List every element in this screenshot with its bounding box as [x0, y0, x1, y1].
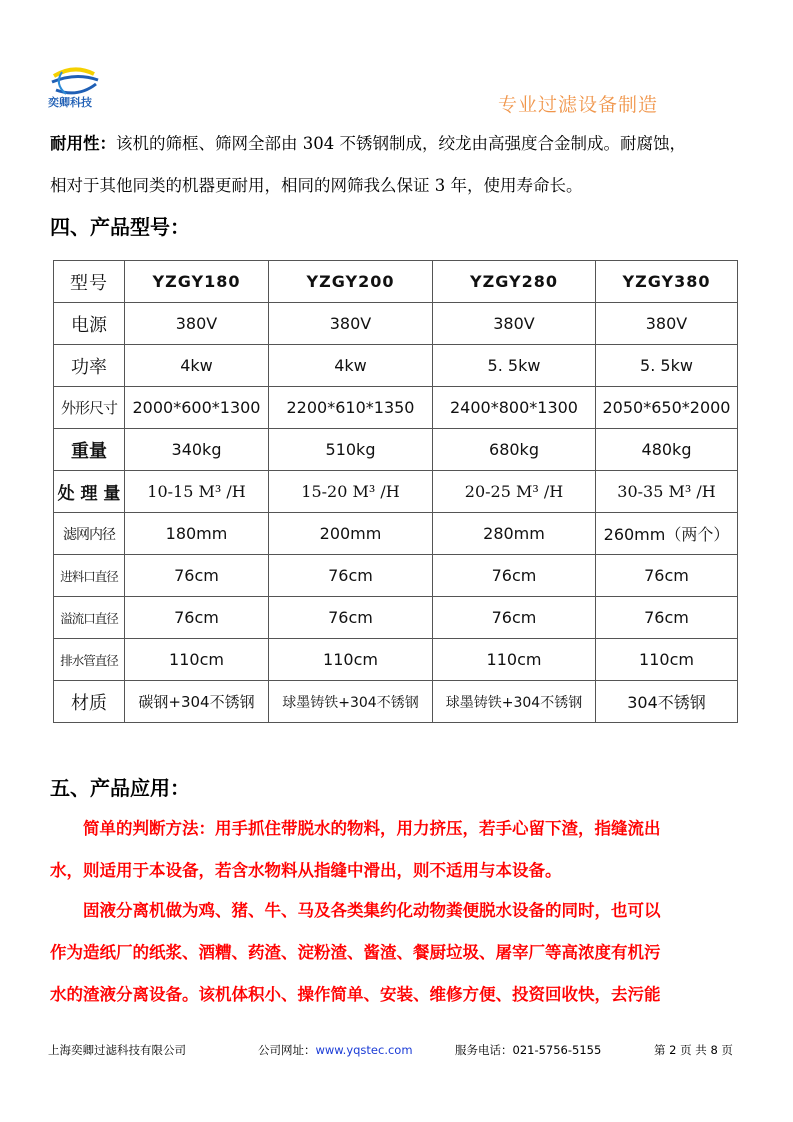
table-cell: 110cm: [433, 639, 596, 681]
table-cell: 180mm: [125, 513, 269, 555]
website-link[interactable]: www.yqstec.com: [315, 1043, 413, 1057]
table-cell: 球墨铸铁+304不锈钢: [433, 681, 596, 723]
page-number: 第 2 页 共 8 页: [654, 1043, 733, 1057]
table-row: [54, 471, 738, 513]
header-tagline: 专业过滤设备制造: [498, 94, 659, 116]
table-cell: 76cm: [433, 555, 596, 597]
table-cell: 碳钢+304不锈钢: [125, 681, 269, 723]
table-cell: 76cm: [269, 555, 433, 597]
table-cell: 340kg: [125, 429, 269, 471]
footer-phone: [455, 1042, 601, 1058]
table-row: [54, 513, 738, 555]
table-header-row: [54, 261, 738, 303]
table-cell: 680kg: [433, 429, 596, 471]
table-cell: 76cm: [125, 555, 269, 597]
judgment-method-paragraph: [50, 808, 750, 892]
paragraph-line: 简单的判断方法：用手抓住带脱水的物料，用力挤压，若手心留下渣，指缝流出: [83, 819, 661, 838]
row-label: 进料口直径: [54, 555, 125, 597]
footer-company: 上海奕卿过滤科技有限公司: [48, 1043, 186, 1057]
header-cell: YZGY180: [125, 261, 269, 303]
table-cell: 280mm: [433, 513, 596, 555]
table-cell: 304不锈钢: [596, 681, 738, 723]
table-cell: 2000*600*1300: [125, 387, 269, 429]
table-row: [54, 681, 738, 723]
row-label: 材质: [54, 681, 125, 723]
logo-text: 奕卿科技: [48, 96, 92, 109]
table-cell: 2050*650*2000: [596, 387, 738, 429]
table-cell: 4kw: [269, 345, 433, 387]
header-cell: YZGY380: [596, 261, 738, 303]
durability-paragraph: [50, 123, 750, 207]
table-row: [54, 555, 738, 597]
table-cell: 76cm: [125, 597, 269, 639]
table-cell: 2400*800*1300: [433, 387, 596, 429]
table-cell: 76cm: [596, 597, 738, 639]
table-cell: 10-15 M³ /H: [125, 471, 269, 513]
table-cell: 76cm: [596, 555, 738, 597]
row-label: 功率: [54, 345, 125, 387]
header-cell: YZGY200: [269, 261, 433, 303]
product-spec-table: [53, 260, 738, 723]
website-label: 公司网址：: [258, 1043, 316, 1057]
table-cell: 380V: [269, 303, 433, 345]
table-cell: 260mm（两个）: [596, 513, 738, 555]
durability-text-1: 该机的筛框、筛网全部由 304 不锈钢制成，绞龙由高强度合金制成。耐腐蚀，: [116, 134, 686, 153]
table-cell: 76cm: [269, 597, 433, 639]
table-cell: 20-25 M³ /H: [433, 471, 596, 513]
paragraph-line: 作为造纸厂的纸浆、酒糟、药渣、淀粉渣、酱渣、餐厨垃圾、屠宰厂等高浓度有机污: [50, 943, 661, 962]
table-cell: 110cm: [269, 639, 433, 681]
table-cell: 30-35 M³ /H: [596, 471, 738, 513]
paragraph-line: 水，则适用于本设备，若含水物料从指缝中滑出，则不适用与本设备。: [50, 861, 562, 880]
application-paragraph: [50, 890, 750, 1016]
durability-label: 耐用性：: [50, 134, 116, 153]
table-cell: 15-20 M³ /H: [269, 471, 433, 513]
durability-text-2: 相对于其他同类的机器更耐用，相同的网筛我么保证 3 年，使用寿命长。: [50, 176, 583, 195]
table-cell: 380V: [125, 303, 269, 345]
table-cell: 480kg: [596, 429, 738, 471]
header-cell: YZGY280: [433, 261, 596, 303]
row-label: 电源: [54, 303, 125, 345]
table-row: [54, 303, 738, 345]
row-label: 处 理 量: [54, 471, 125, 513]
table-cell: 76cm: [433, 597, 596, 639]
phone-number: 021-5756-5155: [512, 1043, 602, 1057]
phone-label: 服务电话：: [455, 1043, 513, 1057]
section-5-title: 五、产品应用：: [50, 776, 190, 800]
table-row: [54, 597, 738, 639]
table-cell: 200mm: [269, 513, 433, 555]
table-cell: 4kw: [125, 345, 269, 387]
table-cell: 110cm: [596, 639, 738, 681]
header-cell-model: 型号: [54, 261, 125, 303]
footer-website: [258, 1042, 413, 1058]
table-row: [54, 429, 738, 471]
table-cell: 5. 5kw: [433, 345, 596, 387]
table-row: [54, 345, 738, 387]
table-cell: 5. 5kw: [596, 345, 738, 387]
paragraph-line: 固液分离机做为鸡、猪、牛、马及各类集约化动物粪便脱水设备的同时，也可以: [83, 901, 661, 920]
table-cell: 510kg: [269, 429, 433, 471]
row-label: 溢流口直径: [54, 597, 125, 639]
table-row: [54, 387, 738, 429]
table-cell: 110cm: [125, 639, 269, 681]
table-cell: 球墨铸铁+304不锈钢: [269, 681, 433, 723]
table-cell: 380V: [596, 303, 738, 345]
row-label: 排水管直径: [54, 639, 125, 681]
table-cell: 380V: [433, 303, 596, 345]
paragraph-line: 水的渣液分离设备。该机体积小、操作简单、安装、维修方便、投资回收快，去污能: [50, 985, 661, 1004]
section-4-title: 四、产品型号：: [50, 215, 190, 239]
table-cell: 2200*610*1350: [269, 387, 433, 429]
row-label: 外形尺寸: [54, 387, 125, 429]
row-label: 滤网内径: [54, 513, 125, 555]
table-row: [54, 639, 738, 681]
row-label: 重量: [54, 429, 125, 471]
